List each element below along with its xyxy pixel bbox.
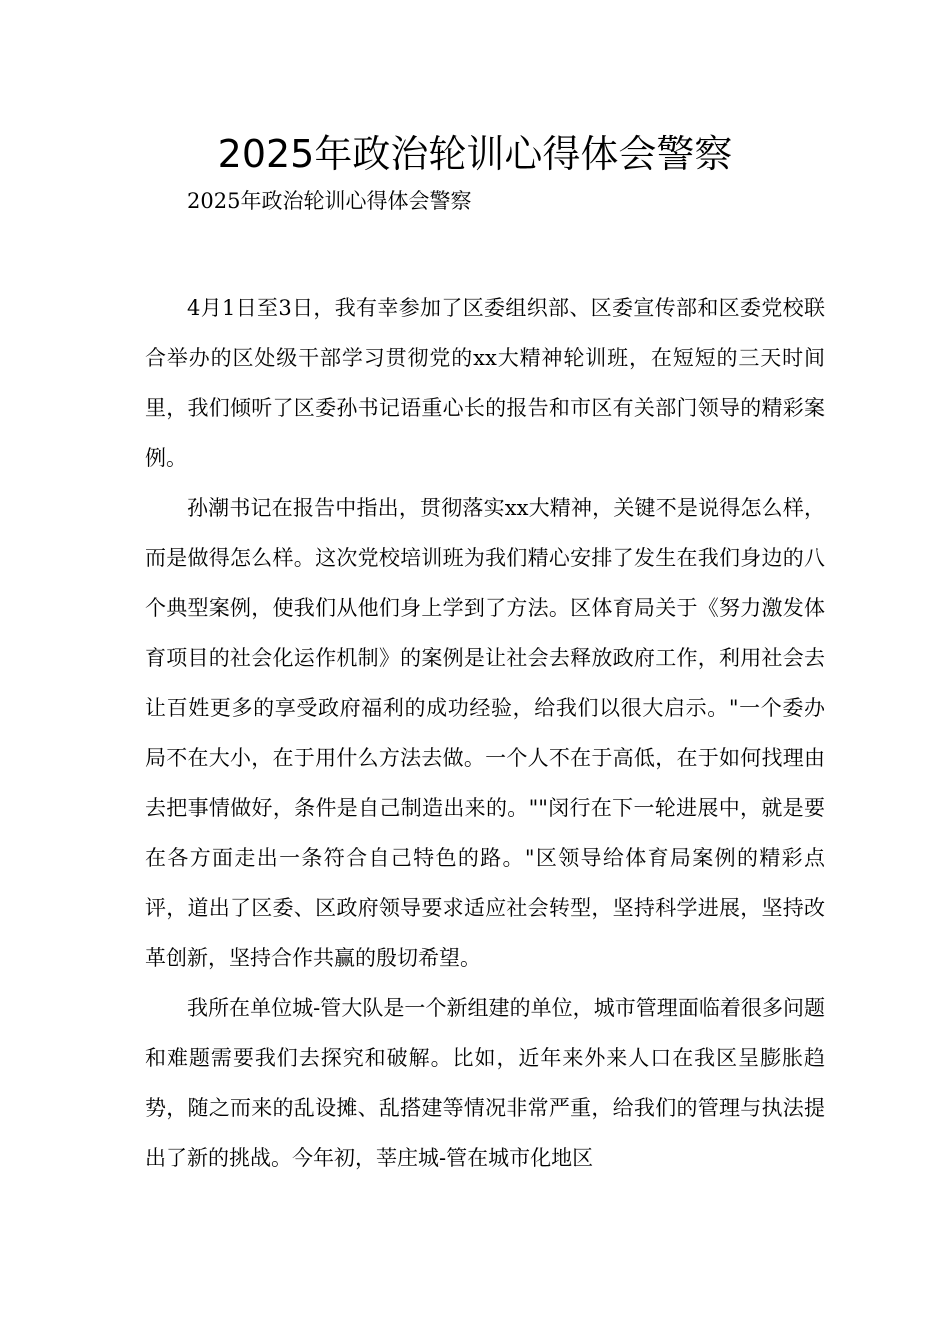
paragraph-3: 我所在单位城-管大队是一个新组建的单位，城市管理面临着很多问题和难题需要我们去探究和破解。比如，近年来外来人口在我区呈膨胀趋势，随之而来的乱设摊、乱搭建等情况非常严重，给我们的管理与执法提出了新的挑战。今年初，莘庄城-管在城市化地区 [145, 996, 825, 1170]
document-body [145, 283, 825, 1183]
document-title: 2025年政治轮训心得体会警察 [217, 132, 733, 176]
paragraph-1: 4月1日至3日，我有幸参加了区委组织部、区委宣传部和区委党校联合举办的区处级干部学习贯彻党的xx大精神轮训班，在短短的三天时间里，我们倾听了区委孙书记语重心长的报告和市区有关部门领导的精彩案例。 [145, 296, 825, 470]
document-subtitle: 2025年政治轮训心得体会警察 [187, 189, 472, 213]
paragraph-2: 孙潮书记在报告中指出，贯彻落实xx大精神，关键不是说得怎么样，而是做得怎么样。这次党校培训班为我们精心安排了发生在我们身边的八个典型案例，使我们从他们身上学到了方法。区体育局关于《努力激发体育项目的社会化运作机制》的案例是让社会去释放政府工作，利用社会去让百姓更多的享受政府福利的成功经验，给我们以很大启示。"一个委办局不在大小，在于用什么方法去做。一个人不在于高低，在于如何找理由去把事情做好，条件是自己制造出来的。""闵行在下一轮进展中，就是要在各方面走出一条符合自己特色的路。"区领导给体育局案例的精彩点评，道出了区委、区政府领导要求适应社会转型，坚持科学进展，坚持改革创新，坚持合作共赢的殷切希望。 [145, 496, 825, 970]
